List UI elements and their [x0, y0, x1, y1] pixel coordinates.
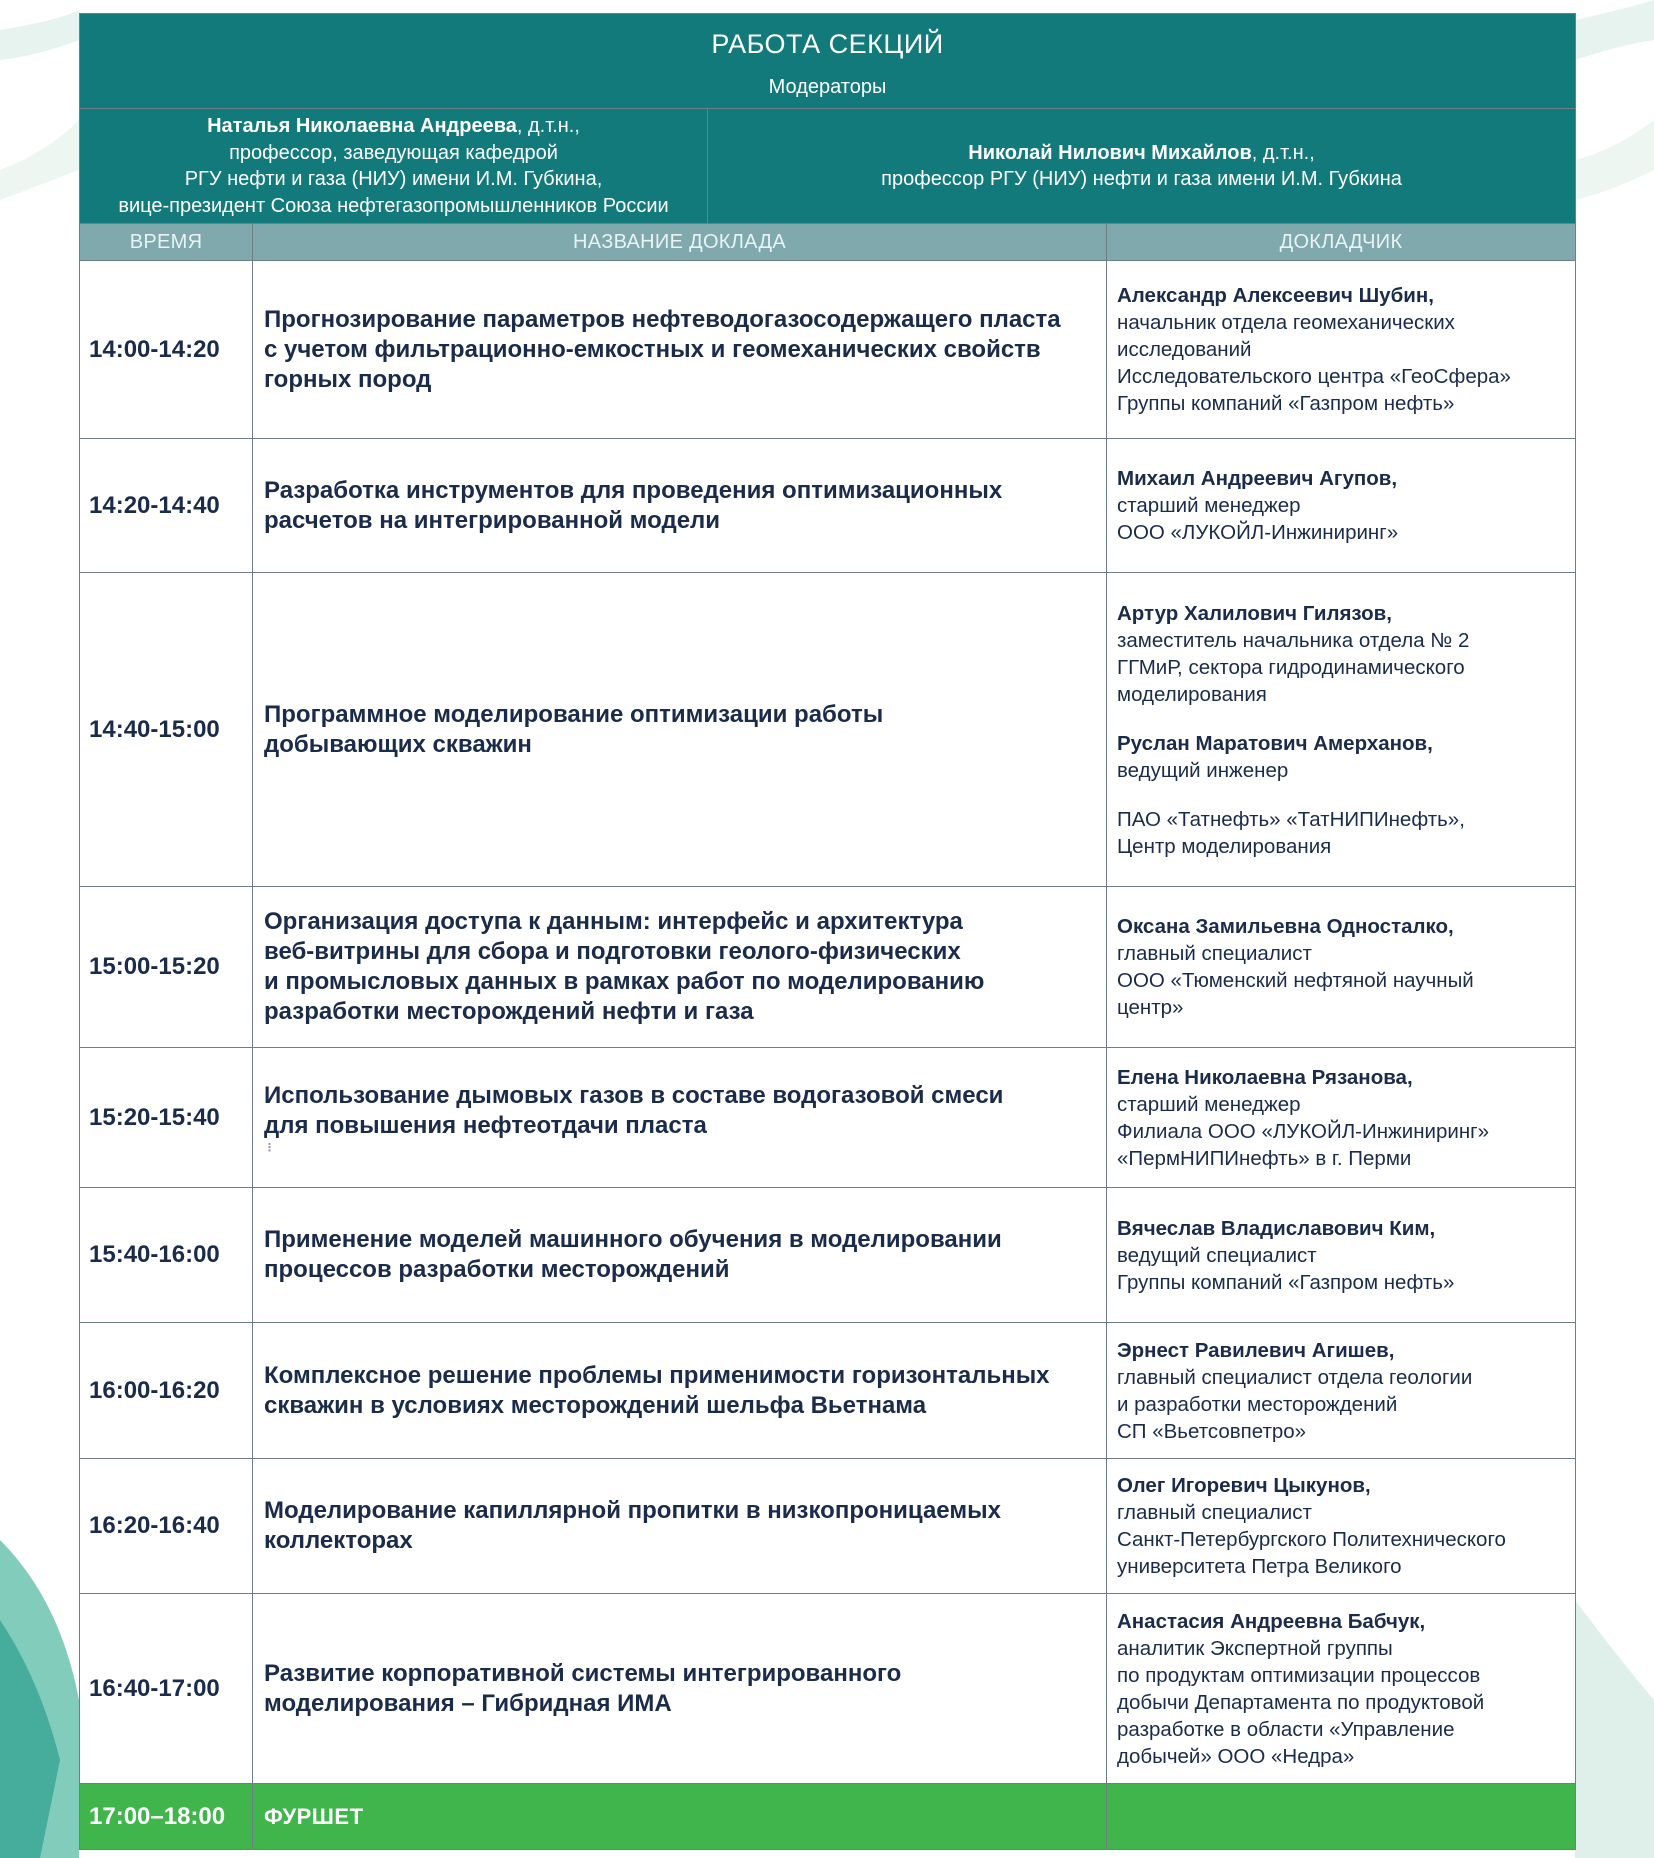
table-row	[80, 1048, 1576, 1188]
table-row	[80, 261, 1576, 439]
buffet-empty-cell	[1107, 1784, 1576, 1850]
table-row	[80, 1459, 1576, 1594]
speaker-name: Анастасия Андреевна Бабчук,	[1117, 1609, 1426, 1633]
speaker-name: Михаил Андреевич Агупов,	[1117, 467, 1398, 490]
moderator-position: профессор, заведующая кафедрой	[229, 141, 558, 164]
speaker-name: Артур Халилович Гилязов,	[1117, 601, 1392, 625]
moderator-degree: , д.т.н.,	[516, 115, 580, 137]
talk-title: Разработка инструментов для проведения оптимизационных расчетов на интегрированной модели	[253, 439, 1107, 573]
talk-title: Комплексное решение проблемы применимости горизонтальных скважин в условиях месторождений шельфа Вьетнама	[253, 1323, 1107, 1459]
table-row	[80, 1594, 1576, 1784]
talk-time: 15:00-15:20	[80, 887, 253, 1048]
talk-speaker: Александр Алексеевич Шубин, начальник отдела геомеханических исследований Исследовательского центра «ГеоСфера» Группы компаний «Газпром нефть»	[1107, 261, 1576, 439]
moderator-role: вице-президент Союза нефтегазопромышленников России	[118, 194, 669, 217]
talk-time: 16:20-16:40	[80, 1459, 253, 1594]
talk-speaker: Анастасия Андреевна Бабчук, аналитик Экспертной группы по продуктам оптимизации процессов добычи Департамента по продуктовой разработке в области «Управление добычей» ООО «Недра»	[1107, 1594, 1576, 1784]
column-header-row	[80, 224, 1576, 261]
table-row	[80, 1323, 1576, 1459]
moderator-name: Николай Нилович Михайлов	[968, 141, 1252, 164]
talk-time: 14:40-15:00	[80, 573, 253, 887]
talk-title: Моделирование капиллярной пропитки в низкопроницаемых коллекторах	[253, 1459, 1107, 1594]
talk-speaker: Оксана Замильевна Односталко, главный специалист ООО «Тюменский нефтяной научный центр»	[1107, 887, 1576, 1048]
talk-time: 16:40-17:00	[80, 1594, 253, 1784]
table-row	[80, 1188, 1576, 1323]
speaker-name: Оксана Замильевна Односталко,	[1117, 915, 1454, 938]
column-header-topic: НАЗВАНИЕ ДОКЛАДА	[253, 224, 1107, 261]
column-header-speaker: ДОКЛАДЧИК	[1107, 224, 1576, 261]
talk-speaker: Михаил Андреевич Агупов, старший менеджер ООО «ЛУКОЙЛ-Инжиниринг»	[1107, 439, 1576, 573]
program-table	[79, 13, 1576, 1850]
talk-speaker: Олег Игоревич Цыкунов, главный специалист Санкт-Петербургского Политехнического университета Петра Великого	[1107, 1459, 1576, 1594]
moderators-label: Модераторы	[768, 76, 887, 98]
speaker-organization: ПАО «Татнефть» «ТатНИПИнефть»,	[1117, 807, 1465, 831]
speaker-name: Елена Николаевна Рязанова,	[1117, 1065, 1413, 1089]
talk-speaker: Артур Халилович Гилязов, заместитель начальника отдела № 2 ГГМиР, сектора гидродинамического моделирования Руслан Маратович Амерханов, ведущий инженер ПАО «Татнефть» «ТатНИПИнефть», Центр моделирования	[1107, 573, 1576, 887]
buffet-label: ФУРШЕТ	[253, 1784, 1107, 1850]
talk-time: 14:20-14:40	[80, 439, 253, 573]
table-row	[80, 887, 1576, 1048]
buffet-time: 17:00–18:00	[80, 1784, 253, 1850]
moderator-position: профессор РГУ (НИУ) нефти и газа имени И.М. Губкина	[881, 168, 1402, 190]
talk-time: 15:40-16:00	[80, 1188, 253, 1323]
buffet-row	[80, 1784, 1576, 1850]
table-row	[80, 573, 1576, 887]
talk-title: Развитие корпоративной системы интегрированного моделирования – Гибридная ИМА	[253, 1594, 1107, 1784]
moderator-1	[80, 109, 708, 224]
talk-time: 14:00-14:20	[80, 261, 253, 439]
talk-speaker: Вячеслав Владиславович Ким, ведущий специалист Группы компаний «Газпром нефть»	[1107, 1188, 1576, 1323]
speaker-name: Вячеслав Владиславович Ким,	[1117, 1216, 1436, 1240]
moderator-2	[708, 109, 1576, 224]
talk-title: Программное моделирование оптимизации работы добывающих скважин	[253, 573, 1107, 887]
moderator-name: Наталья Николаевна Андреева	[207, 115, 517, 137]
speaker-name: Олег Игоревич Цыкунов,	[1117, 1474, 1371, 1497]
stray-mark: ⋮	[264, 1141, 275, 1154]
talk-speaker: Елена Николаевна Рязанова, старший менеджер Филиала ООО «ЛУКОЙЛ-Инжиниринг» «ПермНИПИнефть» в г. Перми	[1107, 1048, 1576, 1188]
talk-time: 15:20-15:40	[80, 1048, 253, 1188]
moderator-affiliation: РГУ нефти и газа (НИУ) имени И.М. Губкина,	[184, 168, 603, 190]
speaker-name: Руслан Маратович Амерханов,	[1117, 731, 1433, 755]
talk-title: Применение моделей машинного обучения в моделировании процессов разработки месторождений	[253, 1188, 1107, 1323]
section-header	[80, 14, 1576, 109]
section-program	[79, 13, 1575, 1850]
talk-title: Организация доступа к данным: интерфейс и архитектура веб-витрины для сбора и подготовки геолого-физических и промысловых данных в рамках работ по моделированию разработки месторождений нефти и газа	[253, 887, 1107, 1048]
talk-speaker: Эрнест Равилевич Агишев, главный специалист отдела геологии и разработки месторождений СП «Вьетсовпетро»	[1107, 1323, 1576, 1459]
table-row	[80, 439, 1576, 573]
section-title: РАБОТА СЕКЦИЙ	[711, 29, 944, 59]
talk-title: Использование дымовых газов в составе водогазовой смеси для повышения нефтеотдачи пласта ⋮	[253, 1048, 1107, 1188]
talk-title: Прогнозирование параметров нефтеводогазосодержащего пласта с учетом фильтрационно-емкостных и геомеханических свойств горных пород	[253, 261, 1107, 439]
column-header-time: ВРЕМЯ	[80, 224, 253, 261]
speaker-name: Эрнест Равилевич Агишев,	[1117, 1338, 1395, 1362]
talk-time: 16:00-16:20	[80, 1323, 253, 1459]
speaker-name: Александр Алексеевич Шубин,	[1117, 284, 1434, 307]
moderator-degree: , д.т.н.,	[1251, 141, 1315, 164]
